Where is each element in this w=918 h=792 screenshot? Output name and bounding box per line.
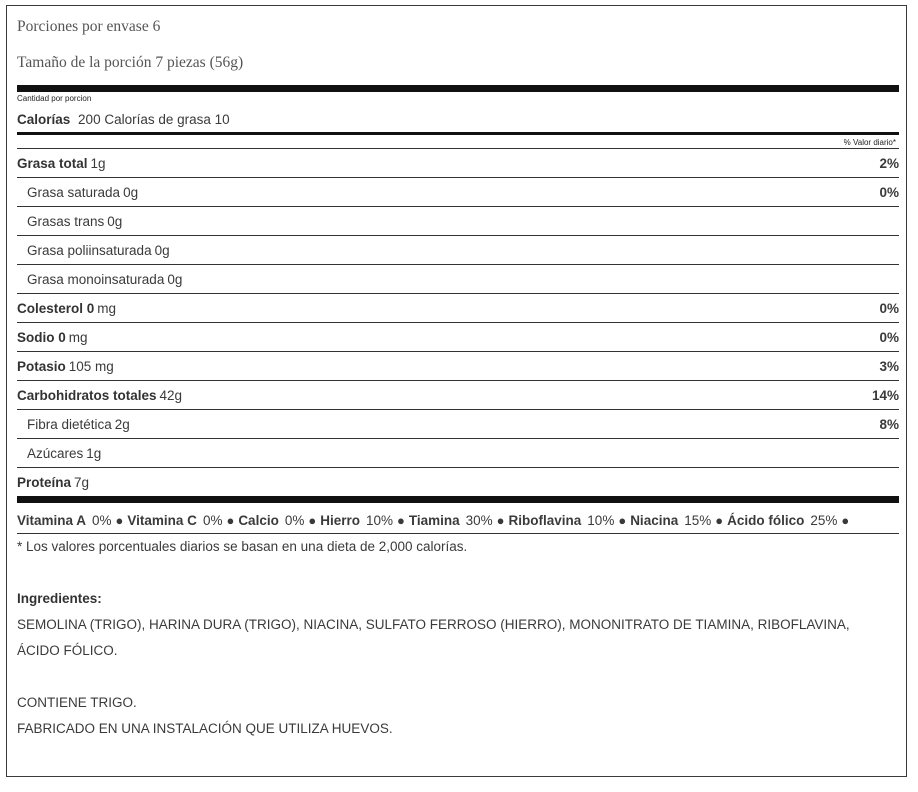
nutrient-row — [17, 149, 899, 178]
vitamin-name: Riboflavina — [508, 513, 582, 528]
nutrient-amount: 2g — [114, 417, 130, 432]
nutrient-name: Sodio 0 — [17, 330, 66, 345]
bullet-separator-icon: ● — [226, 513, 235, 528]
nutrient-row — [17, 439, 899, 468]
nutrient-label — [27, 243, 170, 258]
nutrient-row — [17, 352, 899, 381]
nutrient-name: Colesterol 0 — [17, 301, 95, 316]
vitamin-percent: 10% — [587, 513, 615, 528]
bullet-separator-icon: ● — [496, 513, 505, 528]
bullet-separator-icon: ● — [841, 513, 850, 528]
daily-value-header: % Valor diario* — [843, 138, 896, 147]
nutrient-daily-value: 3% — [879, 359, 899, 374]
nutrient-row — [17, 178, 899, 207]
footnote: * Los valores porcentuales diarios se basan en una dieta de 2,000 calorías. — [17, 539, 468, 554]
nutrient-label — [17, 388, 182, 403]
nutrient-amount: mg — [68, 330, 88, 345]
vitamin-name: Ácido fólico — [727, 513, 805, 528]
calories-row — [17, 112, 230, 127]
nutrient-row — [17, 381, 899, 410]
nutrient-label — [27, 272, 182, 287]
nutrient-row — [17, 294, 899, 323]
nutrient-name: Grasas trans — [27, 214, 105, 229]
nutrient-daily-value: 0% — [879, 301, 899, 316]
nutrient-daily-value: 2% — [879, 156, 899, 171]
nutrient-name: Grasa saturada — [27, 185, 121, 200]
nutrient-amount: 0g — [167, 272, 183, 287]
nutrient-amount: 0g — [154, 243, 170, 258]
nutrient-amount: 0g — [123, 185, 139, 200]
bullet-separator-icon: ● — [115, 513, 124, 528]
facility-statement: FABRICADO EN UNA INSTALACIÓN QUE UTILIZA HUEVOS. — [17, 721, 393, 736]
nutrient-label — [17, 330, 88, 345]
serving-size: Tamaño de la porción 7 piezas (56g) — [17, 54, 244, 71]
nutrient-row — [17, 410, 899, 439]
calories-label: Calorías — [17, 112, 71, 127]
vitamin-percent: 15% — [684, 513, 712, 528]
fat-calories-value: 10 — [214, 112, 230, 127]
vitamin-percent: 30% — [465, 513, 493, 528]
nutrient-label — [27, 446, 101, 461]
nutrient-name: Potasio — [17, 359, 66, 374]
nutrient-amount: 1g — [86, 446, 102, 461]
vitamin-percent: 10% — [365, 513, 393, 528]
nutrient-label — [17, 359, 114, 374]
nutrient-row — [17, 236, 899, 265]
vitamin-name: Niacina — [630, 513, 679, 528]
nutrient-amount: 1g — [90, 156, 106, 171]
nutrient-label — [27, 214, 122, 229]
nutrient-label — [17, 301, 116, 316]
nutrient-row — [17, 323, 899, 352]
ingredients-text-line1: SEMOLINA (TRIGO), HARINA DURA (TRIGO), NIACINA, SULFATO FERROSO (HIERRO), MONONITRATO DE TIAMINA, RIBOFLAVINA, — [17, 617, 850, 632]
vitamin-name: Vitamina A — [17, 513, 87, 528]
nutrient-name: Grasa total — [17, 156, 88, 171]
bullet-separator-icon: ● — [397, 513, 405, 528]
nutrient-name: Grasa poliinsaturada — [27, 243, 152, 258]
amount-per-serving: Cantidad por porcion — [17, 94, 92, 103]
thick-divider-bottom — [17, 496, 899, 503]
vitamin-name: Vitamina C — [127, 513, 197, 528]
nutrition-facts-panel — [6, 5, 907, 777]
nutrient-label — [27, 185, 138, 200]
vitamin-percent: 0% — [284, 513, 305, 528]
nutrient-row — [17, 468, 899, 497]
nutrient-daily-value: 8% — [879, 417, 899, 432]
vitamin-percent: 0% — [92, 513, 112, 528]
vitamin-percent: 0% — [202, 513, 223, 528]
nutrient-amount: mg — [97, 301, 117, 316]
vitamin-name: Tiamina — [408, 513, 460, 528]
ingredients-text-line2: ÁCIDO FÓLICO. — [17, 643, 118, 658]
nutrient-name: Azúcares — [27, 446, 84, 461]
nutrient-amount: 7g — [74, 475, 90, 490]
bullet-separator-icon: ● — [715, 513, 724, 528]
nutrient-row — [17, 265, 899, 294]
nutrient-label — [17, 156, 106, 171]
nutrient-name: Carbohidratos totales — [17, 388, 157, 403]
servings-per-container: Porciones por envase 6 — [17, 18, 161, 35]
nutrient-amount: 42g — [159, 388, 183, 403]
vitamin-name: Calcio — [238, 513, 279, 528]
medium-divider — [17, 132, 899, 135]
vitamin-percent: 25% — [810, 513, 838, 528]
nutrient-label — [17, 475, 89, 490]
ingredients-title: Ingredientes: — [17, 591, 102, 606]
fat-calories-label: Calorías de grasa — [104, 112, 211, 127]
nutrient-daily-value: 0% — [879, 330, 899, 345]
bullet-separator-icon: ● — [618, 513, 627, 528]
thick-divider — [17, 85, 899, 92]
allergen-statement: CONTIENE TRIGO. — [17, 695, 137, 710]
calories-value: 200 — [78, 112, 101, 127]
nutrient-name: Proteína — [17, 475, 72, 490]
nutrient-amount: 0g — [107, 214, 123, 229]
nutrient-label — [27, 417, 130, 432]
bullet-separator-icon: ● — [308, 513, 317, 528]
nutrient-row — [17, 207, 899, 236]
vitamins-row — [17, 513, 853, 528]
vitamin-name: Hierro — [320, 513, 360, 528]
nutrient-name: Grasa monoinsaturada — [27, 272, 165, 287]
nutrient-name: Fibra dietética — [27, 417, 112, 432]
nutrient-daily-value: 14% — [871, 388, 899, 403]
nutrient-amount: 105 mg — [68, 359, 114, 374]
nutrient-daily-value: 0% — [879, 185, 899, 200]
